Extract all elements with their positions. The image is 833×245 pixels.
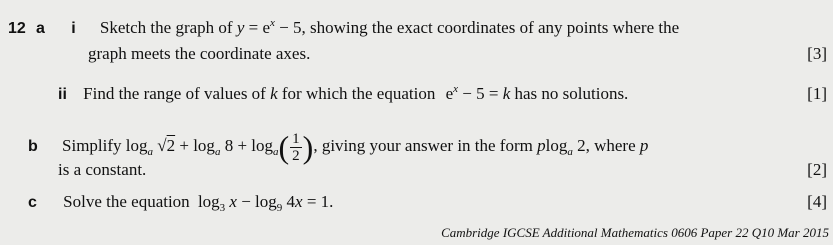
- variable-k: k: [270, 84, 278, 103]
- marks-a-i: [3]: [807, 44, 827, 63]
- equation-log-difference: $\log_3 x - \log_9 4x = 1$.: [197, 192, 334, 214]
- expression-p-log-a-2: plog$_a$ 2: [537, 136, 586, 158]
- q12-a-ii-line: [58, 84, 628, 105]
- q12-a-i-line-1: [8, 18, 679, 39]
- q12-c-line: [28, 192, 333, 213]
- q12-a-ii-text-3: has no solutions.: [514, 84, 629, 103]
- source-citation: Cambridge IGCSE Additional Mathematics 0606 Paper 22 Q10 Mar 2015: [441, 225, 829, 240]
- q12-b-text-3: , where: [585, 136, 636, 155]
- equation-ex-minus-5-eq-k: $e^x - 5 = k$: [445, 83, 511, 103]
- part-label-b: b: [28, 138, 38, 155]
- marks-b: [2]: [807, 160, 827, 179]
- q12-a-i-text-3: graph meets the coordinate axes.: [88, 44, 311, 63]
- q12-b-text-4: is a constant.: [58, 160, 147, 179]
- q12-a-ii-text-1: Find the range of values of: [83, 84, 266, 103]
- q12-a-i-text-1: Sketch the graph of: [99, 18, 233, 37]
- q12-c-text-1: Solve the equation: [63, 192, 190, 211]
- part-label-c: c: [28, 194, 37, 211]
- variable-p: p: [639, 136, 649, 155]
- q12-a-i-text-2: , showing the exact coordinates of any points where the: [301, 18, 680, 37]
- equation-y-ex-minus-5: $y = e^x - 5$: [236, 17, 302, 37]
- q12-b-text-2: , giving your answer in the form: [313, 136, 533, 155]
- subpart-label-ii: ii: [58, 86, 67, 103]
- marks-c: [4]: [807, 192, 827, 211]
- marks-a-ii: [1]: [807, 84, 827, 103]
- expression-log-sum: $\log_a √2 + \log_a 8 + \log_a$( $\frac{1}{2}$ ): [125, 129, 314, 166]
- q12-a-ii-text-2: for which the equation: [281, 84, 436, 103]
- q12-b-text-1: Simplify: [62, 136, 122, 155]
- part-label-a: a: [36, 20, 45, 37]
- subpart-label-i: i: [71, 20, 76, 37]
- q12-b-line-1: [28, 128, 648, 164]
- question-number: 12: [8, 20, 26, 37]
